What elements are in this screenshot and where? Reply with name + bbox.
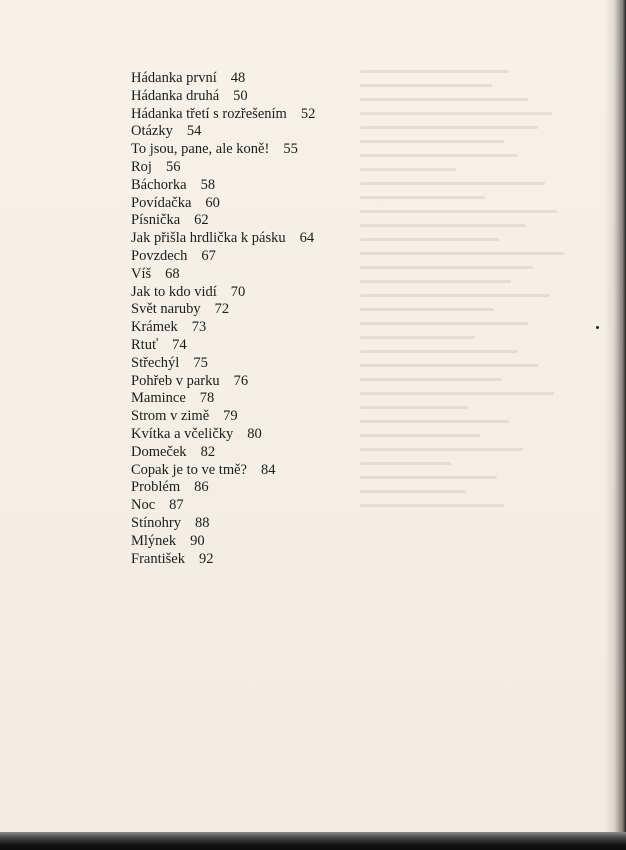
toc-entry-page-number: 72 (214, 301, 230, 318)
toc-entry-title: Střechýl (131, 354, 180, 371)
toc-entry (131, 497, 315, 515)
toc-entry-title: To jsou, pane, ale koně! (131, 141, 270, 158)
toc-entry-title: Pohřeb v parku (131, 372, 220, 389)
toc-entry-title: Copak je to ve tmě? (131, 461, 247, 478)
toc-entry-title: Kvítka a včeličky (131, 425, 234, 442)
toc-entry-page-number: 64 (299, 230, 315, 247)
toc-entry (131, 88, 315, 106)
toc-entry (131, 212, 315, 230)
toc-entry-title: Povzdech (131, 247, 188, 264)
toc-entry-title: Roj (131, 158, 152, 175)
toc-entry (131, 123, 315, 141)
toc-entry-page-number: 67 (201, 247, 216, 264)
toc-entry (131, 515, 315, 533)
toc-entry-title: Povídačka (131, 194, 192, 211)
toc-entry (131, 141, 315, 159)
toc-entry-title: Víš (131, 265, 152, 282)
toc-entry-page-number: 86 (194, 479, 209, 496)
toc-entry-page-number: 84 (260, 461, 276, 478)
toc-entry (131, 230, 315, 248)
toc-entry-page-number: 88 (194, 514, 210, 531)
page-speck (596, 326, 599, 329)
toc-entry-page-number: 73 (191, 319, 207, 336)
toc-entry-title: Písnička (131, 212, 181, 229)
toc-entry (131, 195, 315, 213)
toc-entry-page-number: 48 (230, 70, 246, 86)
toc-entry-title: Mamince (131, 390, 186, 407)
toc-entry (131, 373, 315, 391)
toc-entry-title: Hádanka druhá (131, 87, 220, 104)
toc-entry-title: Stínohry (131, 514, 181, 531)
toc-entry (131, 284, 315, 302)
toc-entry (131, 390, 315, 408)
toc-entry-title: Krámek (131, 319, 178, 336)
toc-entry-page-number: 82 (200, 443, 216, 460)
toc-entry (131, 551, 315, 569)
toc-entry-title: Otázky (131, 123, 173, 140)
toc-entry (131, 533, 315, 551)
toc-entry-title: Hádanka třetí s rozřešením (131, 105, 287, 122)
toc-entry-page-number: 87 (169, 497, 184, 514)
toc-entry-page-number: 68 (165, 265, 180, 282)
toc-entry-page-number: 70 (230, 283, 246, 300)
toc-entry-title: Hádanka první (131, 70, 217, 86)
toc-entry (131, 177, 315, 195)
toc-entry-title: Domeček (131, 443, 187, 460)
toc-entry-title: Problém (131, 479, 181, 496)
toc-entry-title: Jak to kdo vidí (131, 283, 217, 300)
toc-entry (131, 70, 315, 88)
toc-entry-title: Strom v zimě (131, 408, 210, 425)
toc-entry-page-number: 60 (205, 194, 220, 211)
toc-entry-page-number: 56 (165, 158, 181, 175)
table-of-contents (131, 70, 315, 568)
toc-entry-page-number: 90 (190, 532, 205, 549)
toc-entry (131, 355, 315, 373)
toc-entry (131, 248, 315, 266)
toc-entry (131, 301, 315, 319)
toc-entry-page-number: 62 (194, 212, 209, 229)
toc-entry-page-number: 76 (233, 372, 249, 389)
toc-entry-page-number: 74 (172, 336, 187, 353)
toc-entry-title: Noc (131, 497, 156, 514)
toc-entry-title: František (131, 550, 185, 567)
toc-entry (131, 319, 315, 337)
toc-entry (131, 159, 315, 177)
toc-entry-page-number: 80 (247, 425, 262, 442)
toc-entry (131, 462, 315, 480)
toc-entry (131, 408, 315, 426)
toc-entry (131, 266, 315, 284)
toc-entry-page-number: 54 (186, 123, 202, 140)
toc-entry (131, 337, 315, 355)
show-through-text (360, 70, 600, 510)
toc-entry-title: Báchorka (131, 176, 187, 193)
toc-entry-page-number: 55 (283, 141, 298, 158)
toc-entry (131, 444, 315, 462)
toc-entry-page-number: 52 (300, 105, 316, 122)
toc-entry-title: Jak přišla hrdlička k pásku (131, 230, 286, 247)
toc-entry-title: Svět naruby (131, 301, 201, 318)
toc-entry-title: Mlýnek (131, 532, 177, 549)
toc-entry-page-number: 79 (223, 408, 238, 425)
toc-entry-title: Rtuť (131, 336, 159, 353)
toc-entry-page-number: 92 (198, 550, 214, 567)
toc-entry (131, 479, 315, 497)
toc-entry-page-number: 50 (233, 87, 248, 104)
bottom-edge-strip (0, 832, 626, 850)
toc-entry-page-number: 75 (193, 354, 208, 371)
page-binding-shadow (604, 0, 626, 850)
toc-entry (131, 426, 315, 444)
toc-entry-page-number: 78 (199, 390, 215, 407)
toc-entry-page-number: 58 (200, 176, 216, 193)
toc-entry (131, 106, 315, 124)
